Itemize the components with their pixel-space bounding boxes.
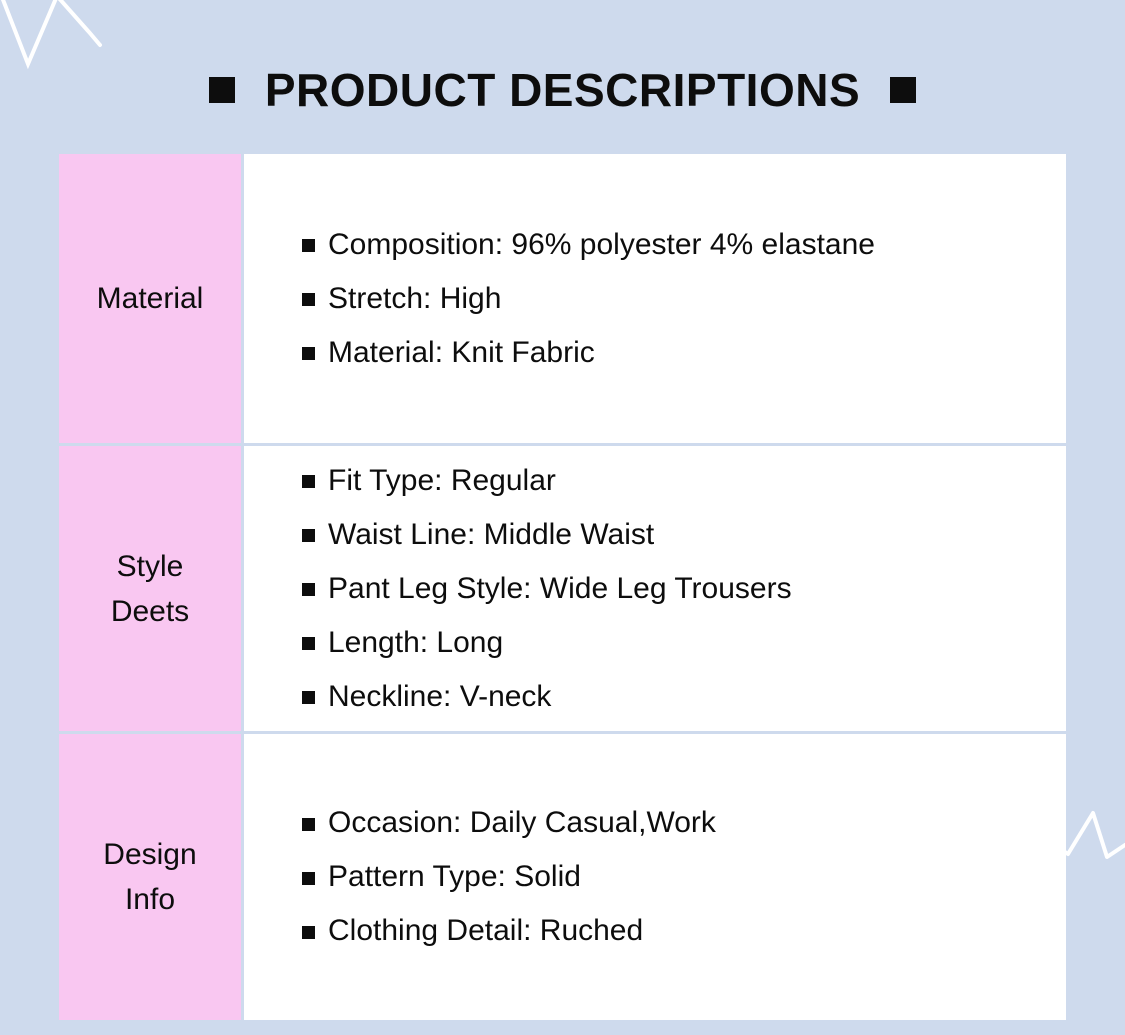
bullet-item-text: Stretch: High	[328, 281, 502, 315]
bullet-item-text: Pant Leg Style: Wide Leg Trousers	[328, 571, 792, 605]
squiggle-top-left	[0, 0, 120, 70]
bullet-item-text: Clothing Detail: Ruched	[328, 914, 644, 947]
bullet-item-text: Composition: 96% polyester 4% elastane	[328, 227, 875, 261]
square-bullet-icon	[302, 926, 315, 939]
square-bullet-icon	[302, 239, 315, 252]
bullet-item	[302, 508, 1046, 562]
bullet-item	[302, 904, 1046, 958]
table-row	[59, 446, 1066, 731]
row-label-cell	[59, 446, 241, 731]
square-bullet-icon	[302, 475, 315, 488]
row-label-cell	[59, 734, 241, 1020]
bullet-item-text: Fit Type: Regular	[328, 463, 556, 497]
bullet-item	[302, 562, 1046, 616]
bullet-item-text: Neckline: V-neck	[328, 679, 552, 713]
square-bullet-icon	[302, 637, 315, 650]
bullet-item	[302, 850, 1046, 904]
bullet-list	[302, 796, 1046, 958]
bullet-item-text: Material: Knit Fabric	[328, 335, 595, 369]
bullet-item-text: Occasion: Daily Casual,Work	[328, 806, 716, 839]
row-label: Info	[124, 883, 176, 916]
table-row	[59, 734, 1066, 1020]
bullet-item	[302, 326, 1046, 380]
bullet-item-text: Waist Line: Middle Waist	[328, 517, 655, 551]
row-label: Design	[103, 838, 197, 871]
square-bullet-icon	[302, 691, 315, 704]
bullet-item	[302, 218, 1046, 272]
bullet-item-text: Length: Long	[328, 625, 504, 659]
row-content-cell	[244, 734, 1066, 1020]
row-label: Material	[96, 282, 204, 315]
page-header	[0, 64, 1125, 116]
table-row	[59, 154, 1066, 443]
bullet-item	[302, 616, 1046, 670]
page-title: PRODUCT DESCRIPTIONS	[264, 64, 861, 116]
square-bullet-icon	[302, 293, 315, 306]
row-label: Style	[116, 549, 184, 583]
bullet-item-text: Pattern Type: Solid	[328, 860, 581, 893]
bullet-item	[302, 454, 1046, 508]
row-label: Deets	[110, 594, 190, 628]
square-bullet-icon	[302, 529, 315, 542]
product-table	[59, 154, 1066, 1020]
square-marker-icon	[890, 77, 916, 103]
bullet-item	[302, 272, 1046, 326]
square-bullet-icon	[302, 818, 315, 831]
square-marker-icon	[209, 77, 235, 103]
row-label-cell	[59, 154, 241, 443]
row-content-cell	[244, 154, 1066, 443]
square-bullet-icon	[302, 872, 315, 885]
bullet-list	[302, 454, 1046, 724]
square-bullet-icon	[302, 347, 315, 360]
bullet-item	[302, 796, 1046, 850]
row-content-cell	[244, 446, 1066, 731]
square-bullet-icon	[302, 583, 315, 596]
bullet-list	[302, 218, 1046, 380]
bullet-item	[302, 670, 1046, 724]
